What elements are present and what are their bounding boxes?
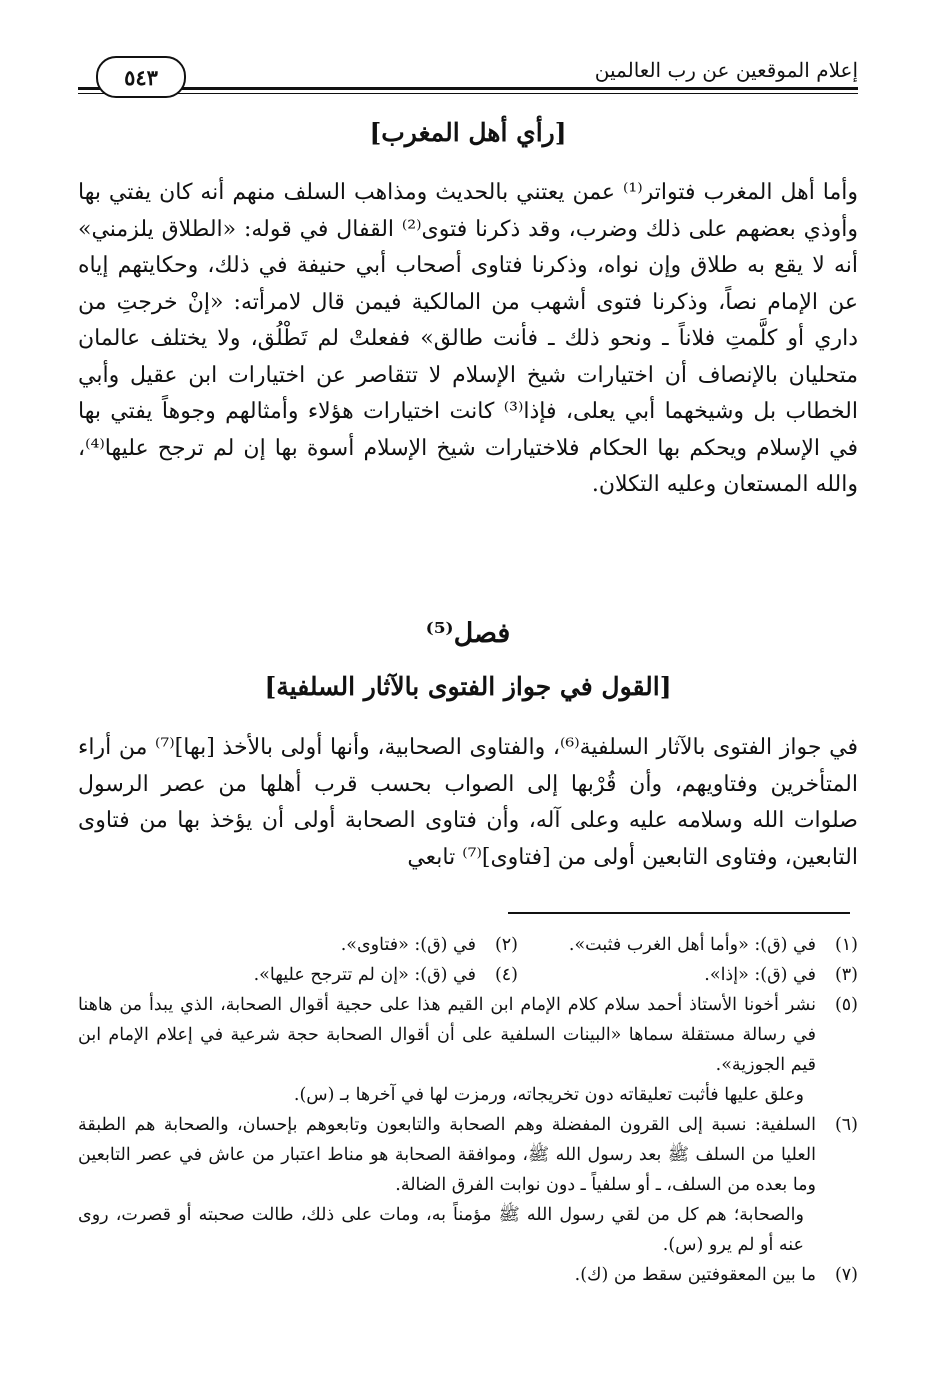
footnote-continuation: وعلق عليها فأثبت تعليقاته دون تخريجاته، ورمزت لها في آخرها بـ (س). (293, 1085, 804, 1105)
running-header (78, 46, 858, 98)
body-paragraph-1: وأما أهل المغرب فتواتر⁽¹⁾ عمن يعتني بالحديث ومذاهب السلف منهم أنه كان يفتي بها وأوذي بعضهم على ذلك وضرب، وقد ذكرنا فتوى⁽²⁾ القفال في قوله: «الطلاق يلزمني» أنه لا يقع به طلاق وإن نواه، وذكرنا فتاوى أصحاب أبي حنيفة في ذلك، وحكايتهم إياه عن الإمام نصاً، وذكرنا فتوى أشهب من المالكية فيمن قال لامرأته: «إنْ خرجتِ من داري أو كلَّمتِ فلاناً ـ ونحو ذلك ـ فأنت طالق» ففعلتْ لم تَطْلُق، ولا يختلف عالمان متحليان بالإنصاف أن اختيارات شيخ الإسلام لا تتقاصر عن اختيارات ابن عقيل وأبي الخطاب بل وشيخهما أبي يعلى، فإذا⁽³⁾ كانت اختيارات هؤلاء وأمثالهم وجوهاً يفتي بها في الإسلام ويحكم بها الحكام فلاختيارات شيخ الإسلام أسوة بها إن لم ترجح عليها⁽⁴⁾، والله المستعان وعليه التكلان. (78, 180, 859, 497)
footnote-number: (٥) (834, 995, 858, 1015)
footnote-continuation: والصحابة؛ هم كل من لقي رسول الله ﷺ مؤمناً به، ومات على ذلك، طالت صحبته أو قصرت، روى عنه أو لم يرو (س). (78, 1205, 804, 1255)
page-number: ٥٤٣ (96, 56, 186, 98)
section-heading-fatwa: [القول في جواز الفتوى بالآثار السلفية] (264, 672, 672, 701)
footnote-text: في (ق): «إن لم تترجح عليها». (253, 965, 476, 985)
footnote-7 (78, 1260, 858, 1290)
footnote-text: نشر أخونا الأستاذ أحمد سلام كلام الإمام ابن القيم هذا على حجية أقوال الصحابة، الذي يبدأ من هاهنا في رسالة مستقلة سماها «البينات السلفية على أن أقوال الصحابة حجة شرعية في إعلام الإمام ابن قيم الجوزية». (78, 995, 816, 1075)
footnote-number: (٤) (494, 965, 518, 985)
header-rule (78, 87, 858, 90)
body-paragraph-2: في جواز الفتوى بالآثار السلفية⁽⁶⁾، والفتاوى الصحابية، وأنها أولى بالأخذ [بها]⁽⁷⁾ من أراء المتأخرين وفتاويهم، وأن قُرْبها إلى الصواب بحسب قرب أهلها من عصر الرسول صلوات الله وسلامه عليه وعلى آله، وأن فتاوى الصحابة أولى أن يؤخذ بها من فتاوى التابعين، وفتاوى التابعين أولى من [فتاوى]⁽⁷⁾ تابعي (78, 735, 858, 870)
footnote-number: (١) (834, 935, 858, 955)
footnote-row (78, 930, 858, 960)
footnote-text: السلفية: نسبة إلى القرون المفضلة وهم الصحابة والتابعون وتابعوهم بإحسان، والصحابة هم الطبقة العليا من السلف ﷺ بعد رسول الله ﷺ، وموافقة الصحابة هو مناط اعتبار من عاش في عصر التابعين وما بعده من السلف، ـ أو سلفياً ـ دون نوابت الفرق الضالة. (78, 1115, 816, 1195)
footnote-6 (78, 1110, 858, 1260)
footnote-text: في (ق): «وأما أهل الغرب فثبت». (568, 935, 816, 955)
footnote-text: ما بين المعقوفتين سقط من (ك). (574, 1265, 816, 1285)
footnote-row (78, 960, 858, 990)
header-rule-thin (78, 93, 858, 94)
footnote-5 (78, 990, 858, 1110)
footnote-number: (٧) (834, 1265, 858, 1285)
footnote-text: في (ق): «فتاوى». (340, 935, 476, 955)
section-heading-maghrib: [رأي أهل المغرب] (369, 118, 567, 147)
chapter-title-fasl: فصل⁽⁵⁾ (425, 618, 511, 649)
footnote-number: (٦) (834, 1115, 858, 1135)
footnote-divider (508, 912, 850, 914)
footnote-number: (٢) (494, 935, 518, 955)
footnotes (78, 930, 858, 1290)
book-title: إعلام الموقعين عن رب العالمين (594, 58, 858, 82)
footnote-number: (٣) (834, 965, 858, 985)
footnote-text: في (ق): «إذا». (704, 965, 816, 985)
